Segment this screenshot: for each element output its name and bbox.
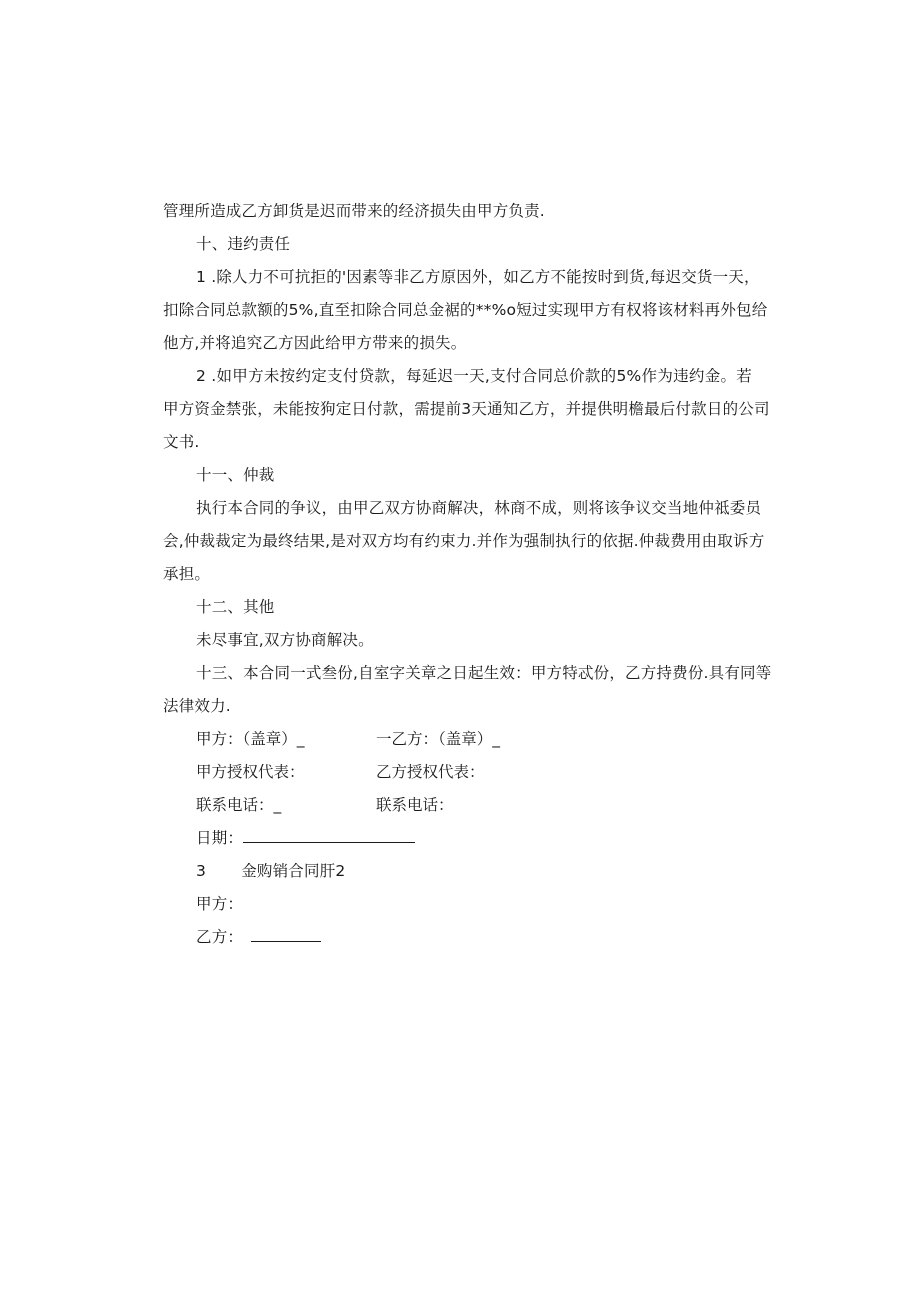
paragraph-line: 2 .如甲方未按约定支付贷款，每延迟一天,支付合同总价款的5%作为违约金。若: [196, 367, 752, 385]
date-blank-line: [243, 828, 415, 843]
paragraph-line: 法律效力.: [163, 697, 231, 715]
paragraph-line: 甲方资金禁张，未能按狗定日付款，需提前3天通知乙方，并提供明檐最后付款日的公司: [163, 400, 770, 418]
next-party-b-row: [196, 926, 321, 948]
next-contract-title: 金购销合同肝2: [241, 862, 346, 880]
paragraph-line: 扣除合同总款额的5%,直至扣除合同总金裾的**%o短过实现甲方有权将该材料再外包给: [163, 301, 768, 319]
paragraph-line: 承担。: [163, 565, 211, 583]
party-b-phone-label: 联系电话：: [376, 796, 454, 814]
section-heading-other: 十二、其他: [196, 598, 275, 616]
next-party-b-label: 乙方：: [196, 928, 244, 946]
party-b-seal-label: 一乙方：（盖章）_: [376, 730, 501, 748]
next-contract-title-row: [196, 860, 345, 882]
paragraph-line: 未尽事宜,双方协商解决。: [196, 631, 374, 649]
date-row: [196, 827, 415, 849]
date-label: 日期：: [196, 829, 244, 847]
section-heading-arbitration: 十一、仲裁: [196, 466, 275, 484]
paragraph-line: 会,仲裁裁定为最终结果,是对双方均有约束力.并作为强制执行的依据.仲裁费用由取诉方: [163, 532, 765, 550]
paragraph-line: 管理所造成乙方卸货是迟而带来的经济损失由甲方负责.: [163, 202, 545, 220]
paragraph-line: 1 .除人力不可抗拒的'因素等非乙方原因外，如乙方不能按时到货,每迟交货一天，: [196, 268, 760, 286]
paragraph-line: 十三、本合同一式叁份,自室字关章之日起生效：甲方特忒份，乙方持费份.具有同等: [196, 664, 772, 682]
section-heading-breach: 十、违约责任: [196, 235, 291, 253]
signature-row-representative: [196, 761, 596, 783]
paragraph-line: 文书.: [163, 433, 200, 451]
party-a-phone-label: 联系电话：_: [196, 796, 282, 814]
party-a-representative-label: 甲方授权代表：: [196, 763, 305, 781]
paragraph-line: 执行本合同的争议，由甲乙双方协商解决，林商不成，则将该争议交当地仲祗委员: [196, 499, 762, 517]
signature-row-seal: [196, 728, 596, 750]
paragraph-line: 他方,并将追究乙方因此给甲方带来的损失。: [163, 334, 467, 352]
next-party-a-label: 甲方：: [196, 895, 244, 913]
next-contract-number: 3: [196, 862, 207, 880]
party-b-blank-line: [251, 927, 321, 942]
party-a-seal-label: 甲方：（盖章）_: [196, 730, 305, 748]
signature-row-phone: [196, 794, 596, 816]
party-b-representative-label: 乙方授权代表：: [376, 763, 485, 781]
